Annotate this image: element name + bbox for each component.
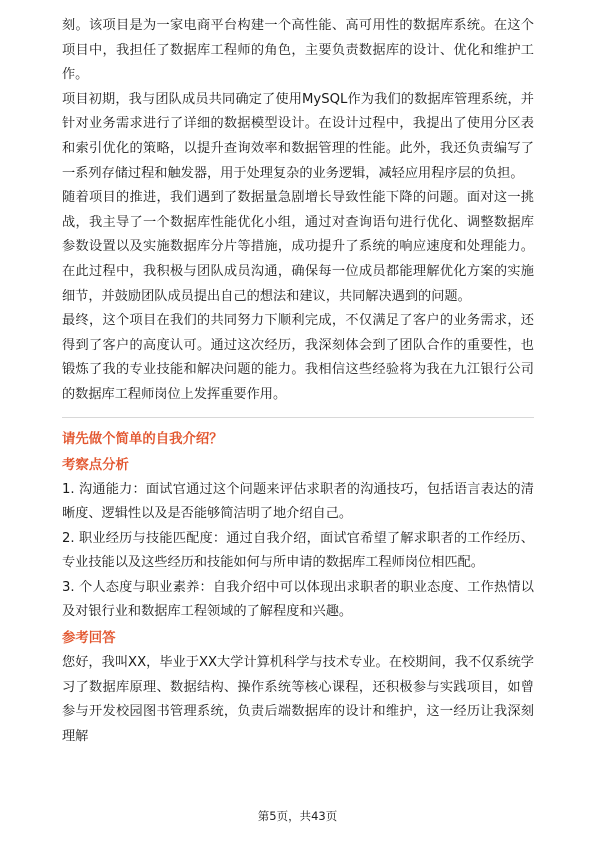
analysis-heading: 考察点分析: [62, 457, 129, 473]
answer-paragraph: 最终，这个项目在我们的共同努力下顺利完成，不仅满足了客户的业务需求，还得到了客户的高度认可。通过这次经历，我深刻体会到了团队合作的重要性，也锻炼了我的专业技能和解决问题的能力。我相信这些经验将为我在九江银行公司的数据库工程师岗位上发挥重要作用。: [62, 313, 534, 402]
page-number-footer: 第5页，共43页: [257, 809, 338, 823]
answer-paragraph: 项目初期，我与团队成员共同确定了使用MySQL作为我们的数据库管理系统，并针对业务需求进行了详细的数据模型设计。在设计过程中，我提出了使用分区表和索引优化的策略，以提升查询效率和数据管理的性能。此外，我还负责编写了一系列存储过程和触发器，用于处理复杂的业务逻辑，减轻应用程序层的负担。: [62, 91, 534, 181]
section-divider: [62, 417, 534, 418]
analysis-item: 1. 沟通能力：面试官通过这个问题来评估求职者的沟通技巧，包括语言表达的清晰度、逻辑性以及是否能够简洁明了地介绍自己。: [62, 481, 534, 522]
question-title: 请先做个简单的自我介绍？: [62, 431, 223, 447]
page-content: [62, 14, 534, 749]
reference-answer-paragraph: 您好，我叫XX，毕业于XX大学计算机科学与技术专业。在校期间，我不仅系统学习了数据库原理、数据结构、操作系统等核心课程，还积极参与实践项目，如曾参与开发校园图书管理系统，负责后端数据库的设计和维护，这一经历让我深刻理解: [62, 655, 534, 744]
analysis-item: 3. 个人态度与职业素养：自我介绍中可以体现出求职者的职业态度、工作热情以及对银行业和数据库工程领域的了解程度和兴趣。: [62, 579, 534, 620]
reference-answer-heading: 参考回答: [62, 631, 116, 647]
analysis-item: 2. 职业经历与技能匹配度：通过自我介绍，面试官希望了解求职者的工作经历、专业技能以及这些经历和技能如何与所申请的数据库工程师岗位相匹配。: [62, 530, 534, 571]
answer-paragraph: 刻。该项目是为一家电商平台构建一个高性能、高可用性的数据库系统。在这个项目中，我担任了数据库工程师的角色，主要负责数据库的设计、优化和维护工作。: [62, 18, 534, 83]
answer-paragraph: 随着项目的推进，我们遇到了数据量急剧增长导致性能下降的问题。面对这一挑战，我主导了一个数据库性能优化小组，通过对查询语句进行优化、调整数据库参数设置以及实施数据库分片等措施，成功提升了系统的响应速度和处理能力。在此过程中，我积极与团队成员沟通，确保每一位成员都能理解优化方案的实施细节，并鼓励团队成员提出自己的想法和建议，共同解决遇到的问题。: [62, 190, 534, 304]
